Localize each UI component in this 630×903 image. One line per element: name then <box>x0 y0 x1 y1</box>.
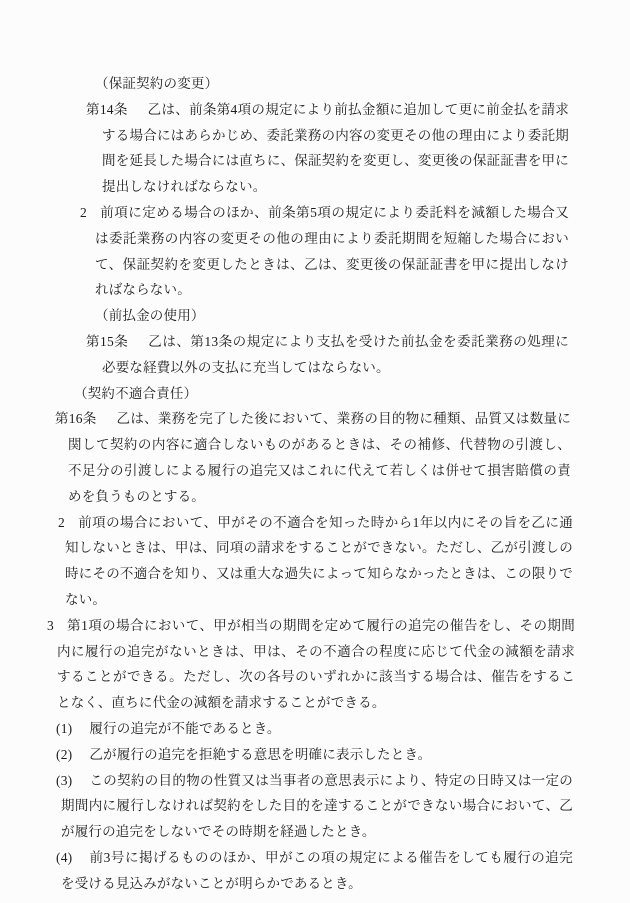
article-14-clause-2 <box>0 200 630 303</box>
clause-3-number: 3 <box>47 617 54 633</box>
section-heading-guarantee-change: （保証契約の変更） <box>95 76 219 91</box>
article-15-paragraph <box>0 329 630 381</box>
article-16-clause-3 <box>0 613 630 716</box>
article-15-text: 乙は、第13条の規定により支払を受けた前払金を委託業務の処理に必要な経費以外の支払に充当してはならない。 <box>102 333 569 375</box>
article-14-number: 第14条 <box>86 101 128 117</box>
section-heading-advance-payment: （前払金の使用） <box>95 308 205 324</box>
clause-2-number: 2 <box>80 204 87 220</box>
item-1-text: 履行の追完が不能であるとき。 <box>89 720 281 736</box>
item-4-number: (4) <box>56 849 73 865</box>
clause-2-number: 2 <box>58 514 65 530</box>
item-3-text: この契約の目的物の性質又は当事者の意思表示により、特定の日時又は一定の期間内に履行しなければ契約をした目的を達することができない場合において、乙が履行の追完をしないでその時期を経過したとき。 <box>61 772 573 840</box>
item-1-number: (1) <box>56 720 73 736</box>
article-14-text: 乙は、前条第4項の規定により前払金額に追加して更に前金払を請求する場合にはあらかじめ、委託業務の内容の変更その他の理由により委託期間を延長した場合には直ちに、保証契約を変更し、変更後の保証証書を甲に提出しなければならない。 <box>102 101 569 195</box>
article-14-paragraph <box>0 97 630 200</box>
section-heading-nonconformity: （契約不適合責任） <box>74 385 198 401</box>
item-2-text: 乙が履行の追完を拒絶する意思を明確に表示したとき。 <box>89 746 432 762</box>
enumerated-item-2 <box>0 742 630 768</box>
enumerated-item-3 <box>0 768 630 845</box>
clause-2-text: 前項の場合において、甲がその不適合を知った時から1年以内にその旨を乙に通知しないときは、甲は、同項の請求をすることができない。ただし、乙が引渡しの時にその不適合を知り、又は重大な過失によって知らなかったときは、この限りでない。 <box>65 514 573 607</box>
item-4-text: 前3号に掲げるもののほか、甲がこの項の規定による催告をしても履行の追完を受ける見込みがないことが明らかであるとき。 <box>61 849 573 891</box>
article-16-clause-2 <box>0 510 630 613</box>
article-15-number: 第15条 <box>86 333 129 349</box>
item-3-number: (3) <box>56 772 73 788</box>
clause-3-text: 第1項の場合において、甲が相当の期間を定めて履行の追完の催告をし、その期間内に履行の追完がないときは、甲は、その不適合の程度に応じて代金の減額を請求することができる。ただし、次の各号のいずれかに該当する場合は、催告をすることなく、直ちに代金の減額を請求することができる。 <box>57 617 575 711</box>
article-16-text: 乙は、業務を完了した後において、業務の目的物に種類、品質又は数量に関して契約の内容に適合しないものがあるときは、その補修、代替物の引渡し、不足分の引渡しによる履行の追完又はこれに代えて若しくは併せて損害賠償の責めを負うものとする。 <box>68 411 571 504</box>
enumerated-item-4 <box>0 845 630 897</box>
item-2-number: (2) <box>56 746 73 762</box>
clause-2-text: 前項に定める場合のほか、前条第5項の規定により委託料を減額した場合又は委託業務の内容の変更その他の理由により委託期間を短縮した場合において、保証契約を変更したときは、乙は、変更後の保証証書を甲に提出しなければならない。 <box>95 204 569 298</box>
article-16-number: 第16条 <box>55 411 97 427</box>
enumerated-item-1 <box>0 716 630 742</box>
article-16-paragraph <box>0 406 630 509</box>
